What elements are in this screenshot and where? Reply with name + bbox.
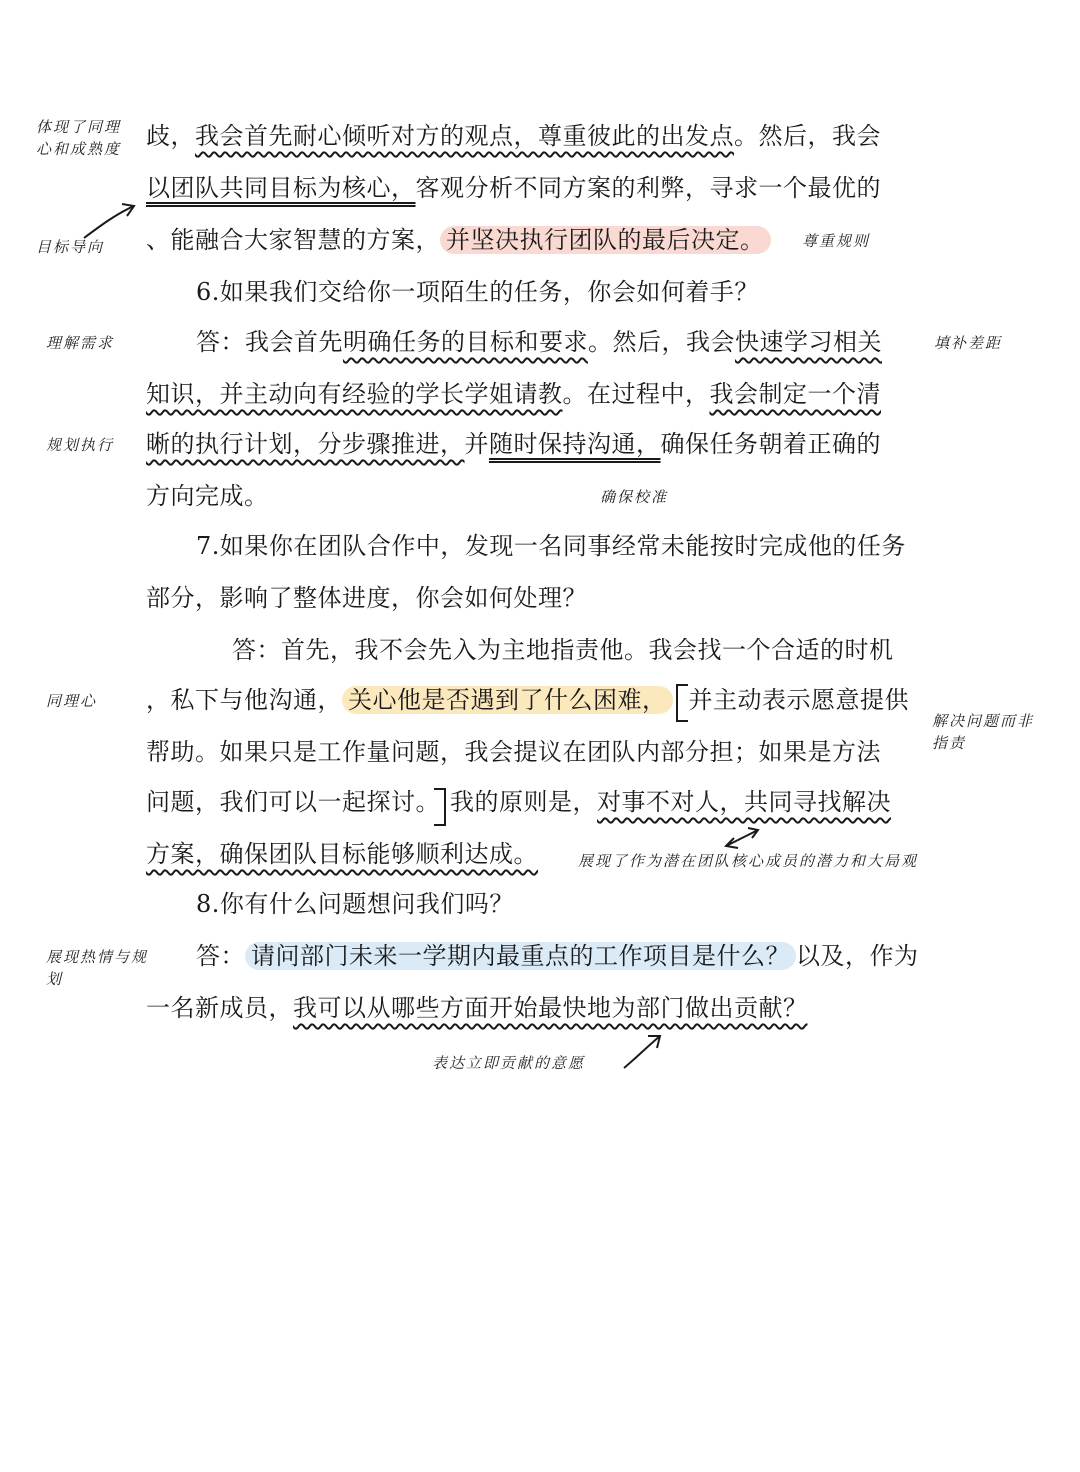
text-segment: 客观分析不同方案的利弊，寻求一个最优的 [415,174,881,202]
text-segment: 、能融合大家智慧的方案， [146,226,440,254]
note-line: 解决问题而非 [932,712,1035,730]
text-segment: 。然后，我会 [588,328,735,356]
highlighted-segment: 关心他是否遇到了什么困难， [342,686,673,714]
text-segment: 答： [196,942,245,970]
underlined-segment: 以团队共同目标为核心， [146,174,416,202]
underlined-segment: 对事不对人，共同寻找解决 [597,788,891,816]
text-segment: 问题，我们可以一起探讨。 [146,788,440,816]
text-segment: 。然后，我会 [734,122,881,150]
text-segment: ，私下与他沟通， [146,686,342,714]
question-7b: 部分，影响了整体进度，你会如何处理？ [146,584,587,612]
underlined-segment: 随时保持沟通， [489,430,661,458]
question-8: 8.你有什么问题想问我们吗？ [196,890,514,918]
text-line-8: 方向完成。 [146,482,269,510]
underlined-segment: 我会首先耐心倾听对方的观点，尊重彼此的出发点 [195,122,734,150]
highlighted-segment: 并坚决执行团队的最后决定。 [440,226,771,254]
margin-note-goal: 目标导向 [36,238,105,256]
text-segment: 。在过程中， [562,380,710,408]
note-line: 划 [46,970,64,988]
question-6: 6.如果我们交给你一项陌生的任务，你会如何着手？ [196,278,759,306]
note-line: 展现热情与规 [46,948,149,966]
highlighted-segment: 请问部门未来一学期内最重点的工作项目是什么？ [245,942,796,970]
question-7a: 7.如果你在团队合作中，发现一名同事经常未能按时完成他的任务 [196,532,906,560]
margin-note-needs: 理解需求 [46,334,115,352]
underlined-segment: 知识，并主动向有经验的学长学姐请教 [146,380,563,408]
text-segment: 一名新成员， [146,994,293,1022]
text-segment: 确保任务朝着正确的 [660,430,881,458]
text-segment: 并主动表示愿意提供 [688,686,909,714]
text-segment: 我的原则是， [450,788,597,816]
text-segment: 答：我会首先 [196,328,343,356]
margin-note-empathy2: 同理心 [46,692,98,710]
text-segment: 歧， [146,122,195,150]
arrow-contribute [624,1036,660,1068]
underlined-segment: 晰的执行计划，分步骤推进， [146,430,465,458]
underlined-segment: 我会制定一个清 [709,380,881,408]
margin-note-rules: 尊重规则 [802,232,871,250]
text-line-11: 答：首先，我不会先入为主地指责他。我会找一个合适的时机 [232,636,894,664]
text-segment: 并 [464,430,489,458]
text-segment: 以及，作为 [796,942,919,970]
note-line: 体现了同理 [36,118,122,136]
arrow-goal [84,206,134,238]
text-line-13: 帮助。如果只是工作量问题，我会提议在团队内部分担；如果是方法 [146,738,881,766]
margin-note-calibration: 确保校准 [600,488,669,506]
underlined-segment: 快速学习相关 [735,328,882,356]
margin-note-contribute: 表达立即贡献的意愿 [432,1054,586,1072]
note-line: 指责 [932,734,967,752]
margin-note-planning: 规划执行 [46,436,115,454]
margin-note-gap: 填补差距 [934,334,1003,352]
note-line: 心和成熟度 [36,140,122,158]
underlined-segment: 明确任务的目标和要求 [343,328,588,356]
margin-note-potential: 展现了作为潜在团队核心成员的潜力和大局观 [578,852,919,870]
underlined-segment: 方案，确保团队目标能够顺利达成。 [146,840,538,868]
underlined-segment: 我可以从哪些方面开始最快地为部门做出贡献？ [293,994,808,1022]
